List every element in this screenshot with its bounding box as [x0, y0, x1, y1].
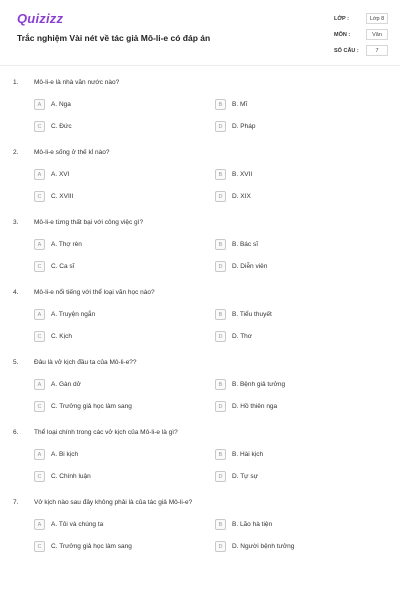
question-number: 5.	[13, 359, 19, 366]
option-letter-box[interactable]: B	[215, 99, 226, 110]
option-text: B. Hài kịch	[232, 451, 264, 458]
option-letter-box[interactable]: C	[34, 471, 45, 482]
option-text: A. Nga	[51, 101, 71, 108]
meta-label: MÔN :	[334, 32, 351, 38]
meta-row-grade	[334, 12, 390, 28]
option-letter-box[interactable]: B	[215, 519, 226, 530]
option-text: B. Lão hà tiện	[232, 521, 273, 528]
question-6	[0, 429, 400, 499]
question-text: Mô-li-e là nhà văn nước nào?	[34, 79, 120, 86]
question-7	[0, 499, 400, 569]
option-text: A. Thợ rèn	[51, 241, 82, 248]
option-letter-box[interactable]: B	[215, 379, 226, 390]
option-text: B. Bác sĩ	[232, 241, 259, 248]
meta-row-count	[334, 44, 390, 60]
question-number: 4.	[13, 289, 19, 296]
option-text: C. XVIII	[51, 193, 74, 200]
question-number: 1.	[13, 79, 19, 86]
option-letter-box[interactable]: A	[34, 239, 45, 250]
option-letter-box[interactable]: B	[215, 449, 226, 460]
question-2	[0, 149, 400, 219]
option-letter-box[interactable]: A	[34, 449, 45, 460]
meta-value: Văn	[366, 29, 388, 40]
option-letter-box[interactable]: D	[215, 121, 226, 132]
meta-label: SỐ CÂU :	[334, 48, 359, 54]
header-divider	[0, 65, 400, 66]
question-5	[0, 359, 400, 429]
option-text: B. Tiểu thuyết	[232, 311, 272, 318]
option-letter-box[interactable]: A	[34, 169, 45, 180]
option-letter-box[interactable]: D	[215, 331, 226, 342]
header	[0, 0, 400, 70]
option-text: C. Ca sĩ	[51, 263, 75, 270]
option-text: D. Pháp	[232, 123, 256, 130]
option-text: D. Tự sự	[232, 473, 258, 480]
option-text: C. Trưởng giả học làm sang	[51, 543, 132, 550]
option-text: C. Chính luận	[51, 473, 91, 480]
option-letter-box[interactable]: C	[34, 541, 45, 552]
question-text: Mô-li-e từng thất bại với công việc gì?	[34, 219, 144, 226]
question-number: 2.	[13, 149, 19, 156]
option-letter-box[interactable]: B	[215, 239, 226, 250]
option-text: B. XVII	[232, 171, 253, 178]
option-letter-box[interactable]: A	[34, 309, 45, 320]
option-letter-box[interactable]: C	[34, 191, 45, 202]
question-text: Thể loại chính trong các vở kịch của Mô-li-e là gì?	[34, 429, 178, 436]
option-text: B. Bệnh giả tưởng	[232, 381, 286, 388]
option-letter-box[interactable]: C	[34, 261, 45, 272]
meta-value: 7	[366, 45, 388, 56]
option-letter-box[interactable]: C	[34, 401, 45, 412]
option-text: D. Thơ	[232, 333, 253, 340]
option-letter-box[interactable]: D	[215, 261, 226, 272]
option-text: C. Trưởng giả học làm sang	[51, 403, 132, 410]
option-letter-box[interactable]: C	[34, 331, 45, 342]
option-letter-box[interactable]: A	[34, 99, 45, 110]
option-text: A. XVI	[51, 171, 70, 178]
meta-info	[334, 12, 390, 60]
option-text: C. Kịch	[51, 333, 72, 340]
option-text: A. Truyện ngắn	[51, 311, 96, 318]
question-number: 7.	[13, 499, 19, 506]
question-text: Mô-li-e nổi tiếng với thể loại văn học nào?	[34, 289, 155, 296]
option-letter-box[interactable]: A	[34, 379, 45, 390]
option-letter-box[interactable]: B	[215, 309, 226, 320]
question-4	[0, 289, 400, 359]
option-letter-box[interactable]: D	[215, 471, 226, 482]
meta-label: LỚP :	[334, 16, 349, 22]
option-text: D. XIX	[232, 193, 251, 200]
option-text: D. Hồ thiên nga	[232, 403, 278, 410]
question-1	[0, 79, 400, 149]
option-text: D. Người bệnh tưởng	[232, 543, 295, 550]
quizizz-logo: Quizizz	[17, 11, 64, 26]
option-letter-box[interactable]: D	[215, 191, 226, 202]
meta-value: Lớp 8	[366, 13, 388, 24]
option-text: A. Gàn dở	[51, 381, 81, 388]
question-number: 3.	[13, 219, 19, 226]
option-text: A. Tôi và chúng ta	[51, 521, 104, 528]
question-3	[0, 219, 400, 289]
page-title: Trắc nghiệm Vài nét về tác giả Mô-li-e có đáp án	[17, 33, 211, 43]
question-text: Đâu là vở kịch đầu ta của Mô-li-e??	[34, 359, 137, 366]
question-number: 6.	[13, 429, 19, 436]
option-text: A. Bi kịch	[51, 451, 79, 458]
question-text: Mô-li-e sống ở thế kỉ nào?	[34, 149, 110, 156]
option-letter-box[interactable]: D	[215, 401, 226, 412]
option-letter-box[interactable]: B	[215, 169, 226, 180]
option-letter-box[interactable]: C	[34, 121, 45, 132]
question-text: Vở kịch nào sau đây không phải là của tác giả Mô-li-e?	[34, 499, 193, 506]
option-letter-box[interactable]: A	[34, 519, 45, 530]
option-text: B. Mĩ	[232, 101, 248, 108]
option-text: C. Đức	[51, 123, 72, 130]
meta-row-subject	[334, 28, 390, 44]
option-text: D. Diễn viên	[232, 263, 268, 270]
option-letter-box[interactable]: D	[215, 541, 226, 552]
